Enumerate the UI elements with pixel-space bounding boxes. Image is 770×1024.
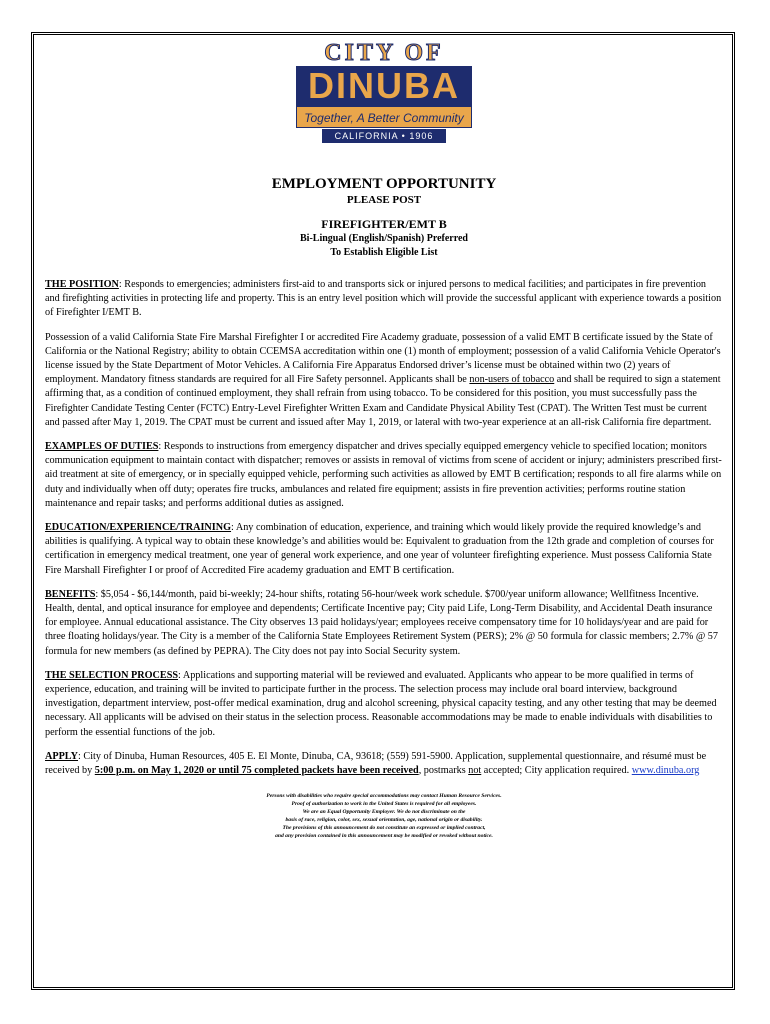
duties-section (45, 440, 723, 511)
disclaimer-line: The provisions of this announcement do not constitute an expressed or implied contract, (282, 825, 486, 832)
disclaimer-line: We are an Equal Opportunity Employer. We do not discriminate on the (302, 809, 466, 816)
logo-name: DINUBA (296, 66, 472, 106)
tobacco-underline: non-users of tobacco (469, 374, 555, 386)
selection-label: THE SELECTION PROCESS (45, 669, 179, 681)
selection-text: : Applications and supporting material will be reviewed and evaluated. Applicants who appear to be more qualified in terms of experience, education, and training will be invited to participate further in the process. The selection process may include oral board interview, background investigation, department interview, post-offer medical examination, drug and alcohol screening, physical capacity testing, and any other testing that may be deemed necessary. All applicants will be advised on their status in the selection process. Reasonable accommodations may be made to enable individuals with disabilities to perform the essential functions of the job. (45, 669, 717, 738)
application-deadline: 5:00 p.m. on May 1, 2020 or until 75 completed packets have been received (94, 765, 419, 777)
selection-section (45, 669, 723, 740)
benefits-text: : $5,054 - $6,144/month, paid bi-weekly; 24-hour shifts, rotating 56-hour/week work schedule. $700/year uniform allowance; Wellfitness Incentive. Health, dental, and optical insurance for employee and dependents; Certificate Incentive pay; City paid Life, Long-Term Disability, and Accidental Death insurance for employee. Annual educational assistance. The City observes 13 paid holidays/year; employees receive compensatory time for 10 holidays/year and are paid for three floating holidays/year. The City is a member of the California State Employees Retirement System (PERS); 2% @ 50 formula for classic members; 2.7% @ 57 formula for new members (as defined by PEPRA). The City does not pay into Social Security system. (45, 588, 718, 657)
education-label: EDUCATION/EXPERIENCE/TRAINING (45, 522, 232, 534)
requirements-text-a: Possession of a valid California State Fire Marshal Firefighter I or accredited Fire Academy graduate, possession of a valid EMT B certificate issued by the State of California or the National Registry; ability to obtain CCEMSA accreditation within one (1) month of employment; possession of a valid California Vehicle Operator's license issued by the State Department of Motor Vehicles. A California Fire Apparatus Endorsed driver’s license must be obtained within two (2) years of employment. Mandatory fitness standards are required for all Fire Safety personnel. Applicants shall be (45, 331, 721, 386)
position-section (45, 278, 723, 321)
education-section (45, 521, 723, 578)
position-text: : Responds to emergencies; administers first-aid to and transports sick or injured persons to medical facilities; and participates in fire prevention and firefighting activities in protecting life and property. This is an entry level position which will provide the successful applicant with experience towards a position of Firefighter I/EMT B. (45, 279, 722, 319)
language-preference: Bi-Lingual (English/Spanish) Preferred (300, 233, 468, 244)
logo-banner: CALIFORNIA • 1906 (322, 129, 446, 143)
logo-city-of: CITY OF (324, 40, 444, 66)
disclaimer (45, 792, 723, 840)
website-link[interactable]: www.dinuba.org (631, 765, 700, 777)
page-subtitle: PLEASE POST (346, 194, 422, 206)
page-title: EMPLOYMENT OPPORTUNITY (271, 176, 497, 192)
apply-text-c: accepted; City application required. (481, 765, 632, 777)
eligible-list-note: To Establish Eligible List (330, 247, 438, 258)
document-page (45, 40, 723, 840)
disclaimer-line: and any provision contained in this announcement may be modified or revoked without notice. (275, 833, 493, 840)
education-text: : Any combination of education, experience, and training which would likely provide the required knowledge’s and abilities is qualifying. A typical way to obtain these knowledge’s and abilities would be: Equivalent to graduation from the 12th grade and completion of courses for certification in emergency medical treatment, one year of general work experience, and one year of volunteer firefighting experience. Must possess California State Fire Marshall Firefighter I or proof of Accredited Fire academy graduation and EMT B certification. (45, 522, 714, 576)
apply-not: not (468, 765, 482, 777)
apply-section (45, 750, 723, 778)
position-label: THE POSITION (45, 279, 119, 290)
requirements-section (45, 331, 723, 430)
requirements-text-b: and shall be required to sign a statement affirming that, as a condition of continued employment, they shall refrain from using tobacco. To be considered for this position, you must successfully pass the Firefighter Candidate Testing Center (FCTC) Entry-Level Firefighter Written Exam and Candidate Physical Ability Test (CPAT). The Written Test must be current and passed after May 1, 2019. The CPAT must be current and issued after May 1, 2019, or lateral with two-year experience at an all-risk California fire department. (45, 374, 721, 428)
benefits-label: BENEFITS (45, 588, 96, 600)
city-logo (294, 40, 474, 146)
apply-label: APPLY (45, 750, 79, 762)
disclaimer-line: Proof of authorization to work in the United States is required for all employees. (291, 801, 477, 808)
apply-text-a: : City of Dinuba, Human Resources, 405 E. El Monte, Dinuba, CA, 93618; (559) 591-5900. Application, supplemental questionnaire, and résumé must be received by (45, 750, 707, 777)
disclaimer-line: Persons with disabilities who require special accommodations may contact Human Resource Services. (266, 793, 502, 800)
benefits-section (45, 588, 723, 659)
job-title: FIREFIGHTER/EMT B (321, 217, 447, 231)
duties-text: : Responds to instructions from emergency dispatcher and drives specially equipped emergency vehicle to specified location; monitors communication equipment to maintain contact with dispatcher; removes or assists in removal of victims from scene of accident or injury; administers prescribed first-aid treatment at site of emergency, or in specially equipped vehicle, performing such activities as allowed by EMT B certification; responds to all fire alarms while on duty and individually when off duty; operates fire trucks, ambulances and related fire equipment; assists in fire prevention activities; performs routine station maintenance and repair tasks; and performs additional duties as assigned. (45, 441, 722, 509)
apply-text-b: , postmarks (418, 765, 469, 777)
disclaimer-line: basis of race, religion, color, sex, sexual orientation, age, national origin or disability. (285, 817, 483, 824)
logo-tagline: Together, A Better Community (296, 106, 472, 128)
duties-label: EXAMPLES OF DUTIES (45, 441, 159, 453)
